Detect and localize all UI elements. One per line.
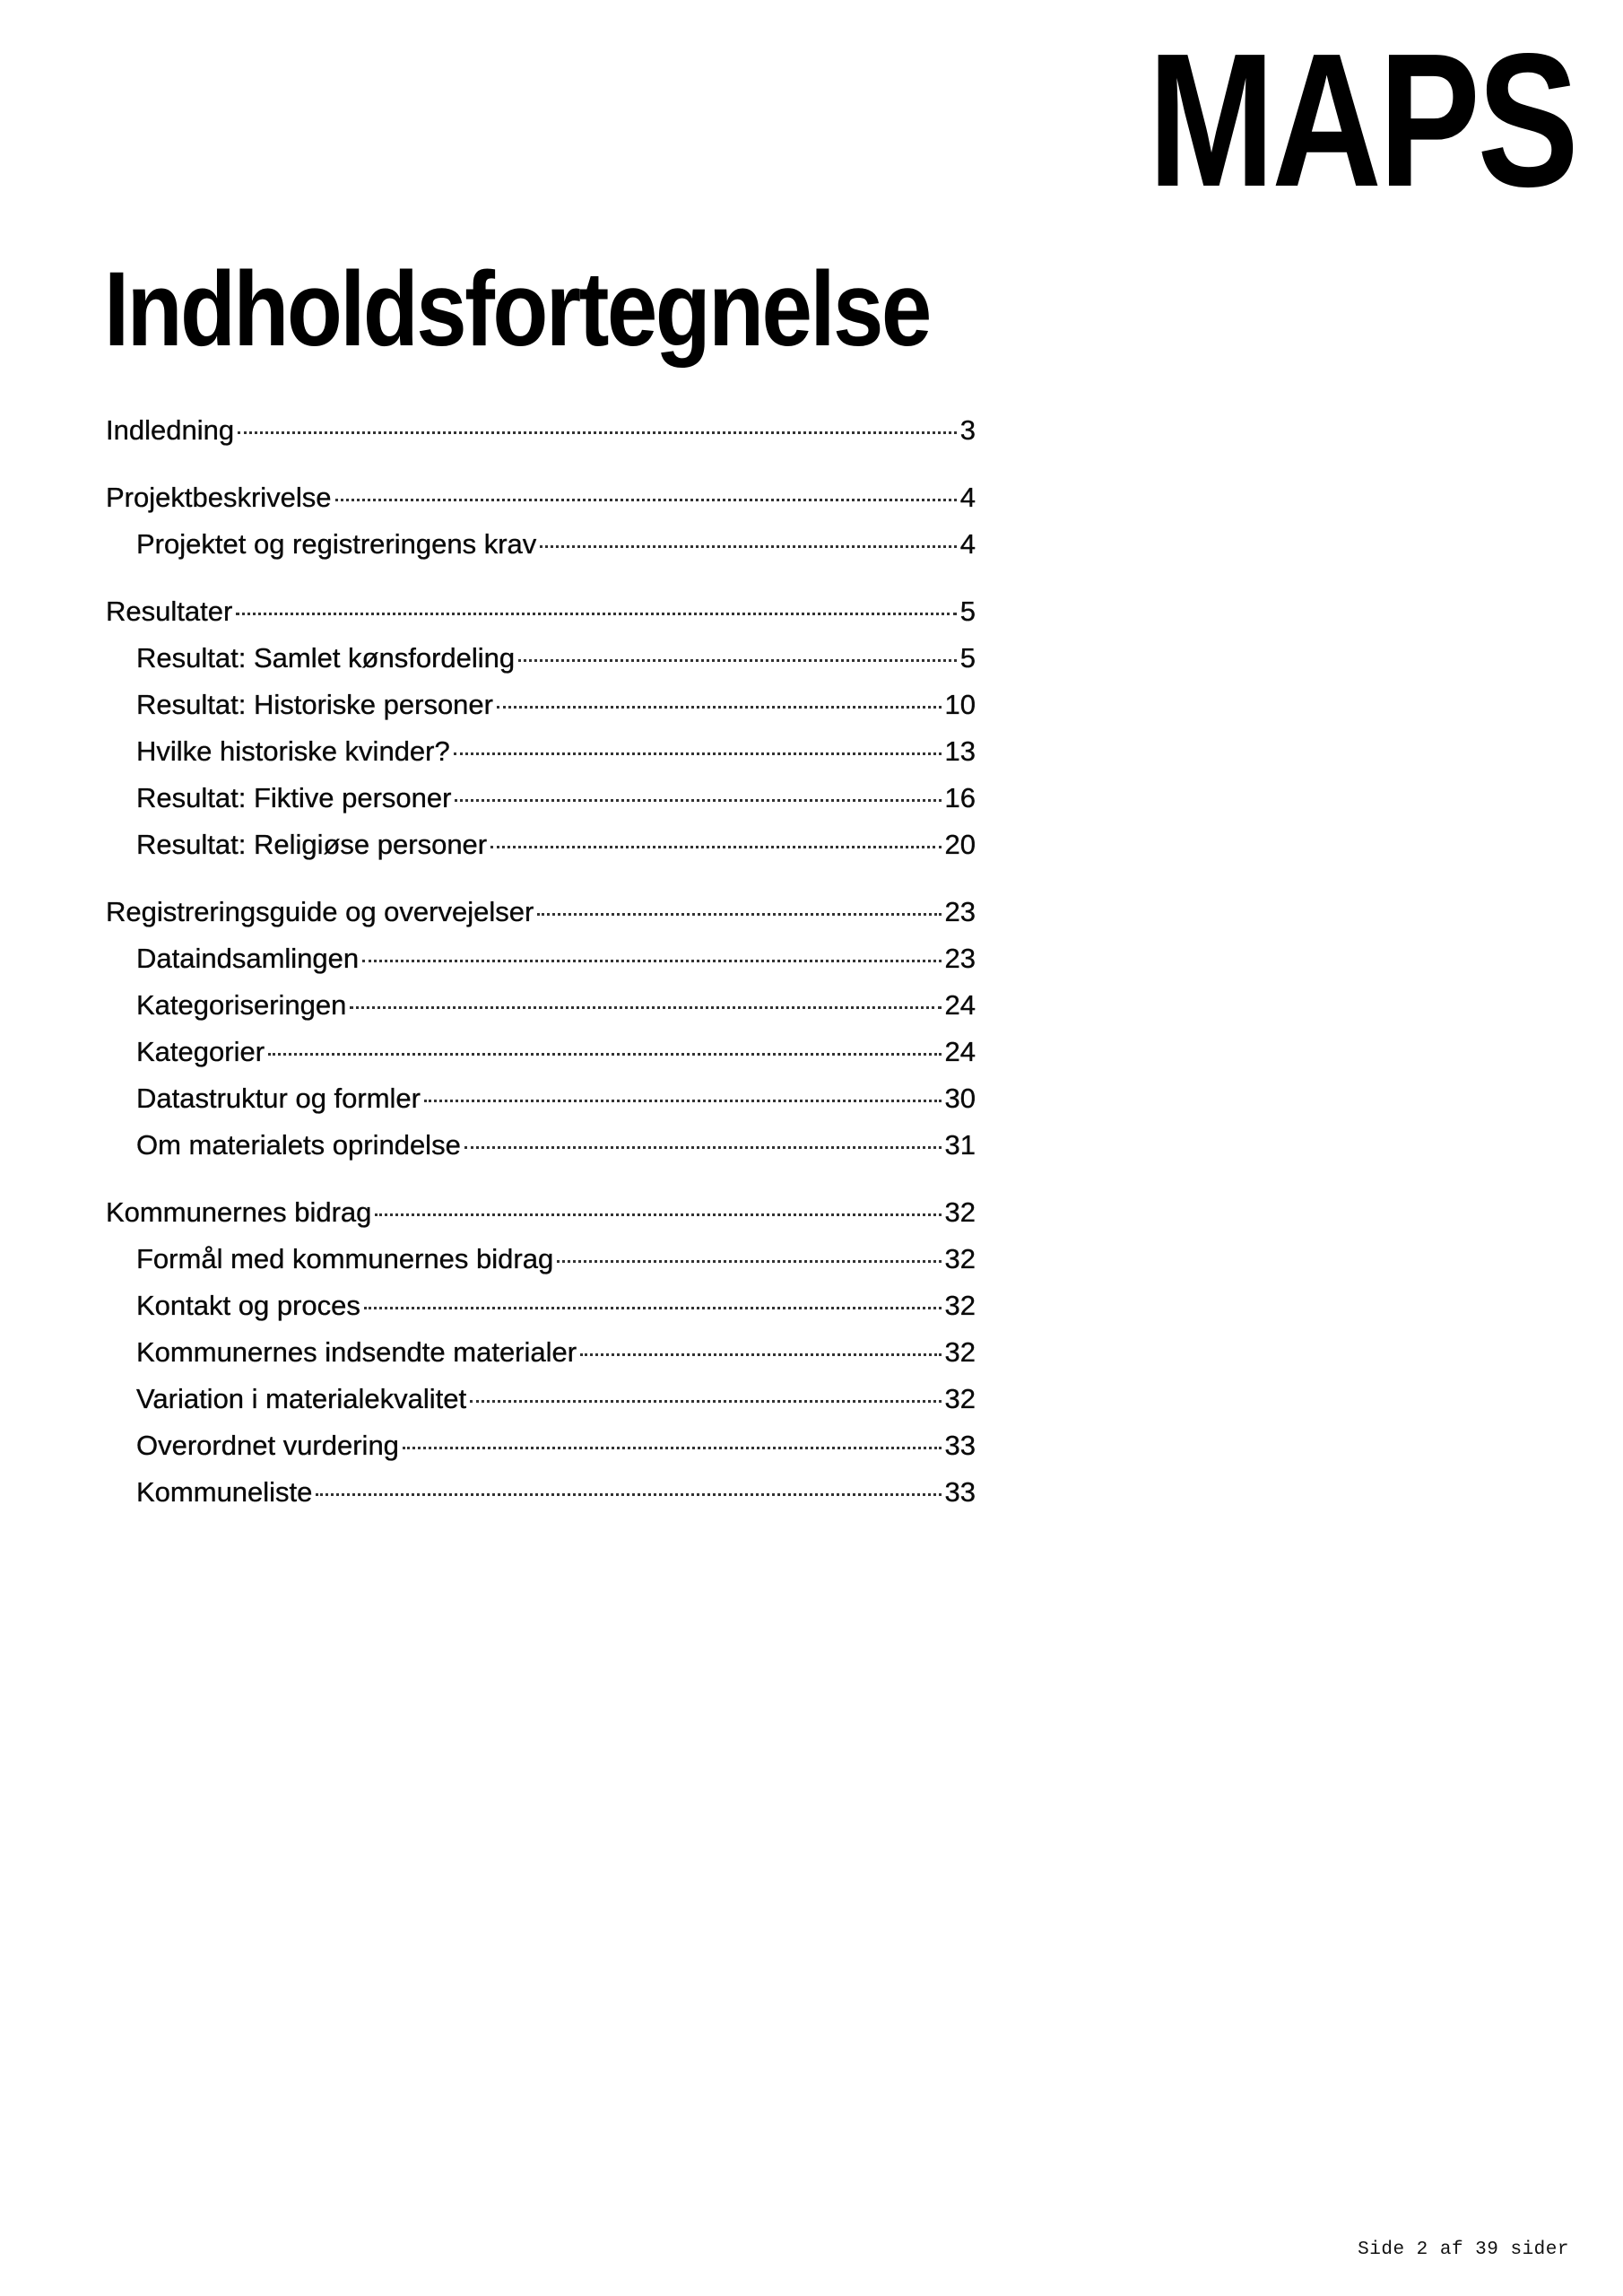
toc-dot-leader [268, 1050, 941, 1056]
toc-page-number: 24 [944, 1036, 976, 1067]
toc-entry-title: Kontakt og proces [136, 1290, 360, 1321]
toc-dot-leader [580, 1351, 941, 1356]
toc-subentry[interactable] [106, 521, 976, 568]
toc-page-number: 24 [944, 989, 976, 1021]
toc-subentry[interactable] [106, 775, 976, 822]
toc-entry-title: Dataindsamlingen [136, 943, 360, 974]
toc-page-number: 31 [944, 1129, 976, 1161]
toc-entry[interactable] [106, 407, 976, 454]
toc-subentry[interactable] [106, 1329, 976, 1376]
toc-entry-title: Kommunernes bidrag [106, 1196, 372, 1228]
toc-page-number: 33 [944, 1476, 976, 1508]
toc-page-number: 10 [944, 689, 976, 720]
table-of-contents [106, 407, 976, 1536]
toc-subentry[interactable] [106, 1029, 976, 1075]
toc-entry-title: Hvilke historiske kvinder? [136, 735, 450, 767]
toc-entry-title: Projektet og registreringens krav [136, 528, 537, 560]
toc-entry-title: Formål med kommunernes bidrag [136, 1243, 554, 1274]
toc-page-number: 32 [944, 1336, 976, 1368]
toc-subentry[interactable] [106, 1469, 976, 1516]
maps-logo: MAPS [1148, 13, 1576, 226]
toc-entry[interactable] [106, 588, 976, 635]
toc-entry-title: Kommuneliste [136, 1476, 313, 1508]
toc-dot-leader [350, 1004, 941, 1009]
toc-page-number: 32 [944, 1196, 976, 1228]
toc-page-number: 23 [944, 896, 976, 927]
toc-dot-leader [335, 496, 957, 501]
toc-entry-title: Resultater [106, 596, 233, 627]
toc-entry-title: Overordnet vurdering [136, 1430, 399, 1461]
toc-entry-title: Resultat: Samlet kønsfordeling [136, 642, 516, 674]
toc-dot-leader [236, 610, 956, 615]
toc-subentry[interactable] [106, 728, 976, 775]
toc-subentry[interactable] [106, 1376, 976, 1422]
toc-dot-leader [464, 1144, 942, 1149]
toc-entry-title: Datastruktur og formler [136, 1083, 421, 1114]
toc-dot-leader [470, 1397, 941, 1403]
toc-entry[interactable] [106, 474, 976, 521]
toc-subentry[interactable] [106, 635, 976, 682]
toc-entry-title: Kategoriseringen [136, 989, 347, 1021]
toc-dot-leader [537, 910, 941, 916]
toc-dot-leader [375, 1211, 941, 1216]
toc-section [106, 1189, 976, 1516]
toc-entry[interactable] [106, 1189, 976, 1236]
toc-page-number: 4 [959, 482, 976, 513]
toc-page-number: 32 [944, 1243, 976, 1274]
toc-dot-leader [455, 796, 941, 802]
toc-page-number: 33 [944, 1430, 976, 1461]
toc-entry-title: Indledning [106, 414, 235, 446]
toc-entry-title: Resultat: Fiktive personer [136, 782, 452, 813]
toc-dot-leader [557, 1257, 941, 1263]
toc-section [106, 588, 976, 868]
toc-subentry[interactable] [106, 1075, 976, 1122]
toc-dot-leader [454, 750, 942, 755]
toc-page-number: 4 [959, 528, 976, 560]
toc-dot-leader [518, 657, 957, 662]
toc-dot-leader [490, 843, 941, 848]
toc-dot-leader [540, 543, 956, 548]
toc-entry-title: Registreringsguide og overvejelser [106, 896, 534, 927]
toc-page-number: 30 [944, 1083, 976, 1114]
toc-subentry[interactable] [106, 1236, 976, 1283]
toc-page-number: 23 [944, 943, 976, 974]
toc-dot-leader [364, 1304, 942, 1309]
toc-dot-leader [362, 957, 941, 962]
toc-entry-title: Variation i materialekvalitet [136, 1383, 467, 1414]
toc-dot-leader [497, 703, 942, 709]
toc-page-number: 13 [944, 735, 976, 767]
toc-subentry[interactable] [106, 1422, 976, 1469]
toc-subentry[interactable] [106, 1122, 976, 1169]
toc-entry-title: Resultat: Religiøse personer [136, 829, 488, 860]
toc-page-number: 5 [959, 642, 976, 674]
toc-subentry[interactable] [106, 822, 976, 868]
toc-entry-title: Projektbeskrivelse [106, 482, 332, 513]
toc-entry-title: Kategorier [136, 1036, 265, 1067]
toc-dot-leader [424, 1097, 942, 1102]
toc-dot-leader [403, 1444, 942, 1449]
toc-page-number: 5 [959, 596, 976, 627]
toc-subentry[interactable] [106, 982, 976, 1029]
toc-subentry[interactable] [106, 935, 976, 982]
toc-entry[interactable] [106, 889, 976, 935]
toc-page-number: 20 [944, 829, 976, 860]
toc-entry-title: Resultat: Historiske personer [136, 689, 493, 720]
toc-section [106, 474, 976, 568]
toc-subentry[interactable] [106, 1283, 976, 1329]
toc-section [106, 407, 976, 454]
toc-page-number: 32 [944, 1383, 976, 1414]
page-title: Indholdsfortegnelse [104, 250, 930, 369]
page-number-footer: Side 2 af 39 sider [1358, 2239, 1569, 2260]
toc-entry-title: Kommunernes indsendte materialer [136, 1336, 577, 1368]
toc-page-number: 32 [944, 1290, 976, 1321]
toc-entry-title: Om materialets oprindelse [136, 1129, 461, 1161]
toc-section [106, 889, 976, 1169]
toc-dot-leader [316, 1491, 941, 1496]
toc-dot-leader [238, 429, 957, 434]
toc-page-number: 16 [944, 782, 976, 813]
toc-page-number: 3 [959, 414, 976, 446]
toc-subentry[interactable] [106, 682, 976, 728]
